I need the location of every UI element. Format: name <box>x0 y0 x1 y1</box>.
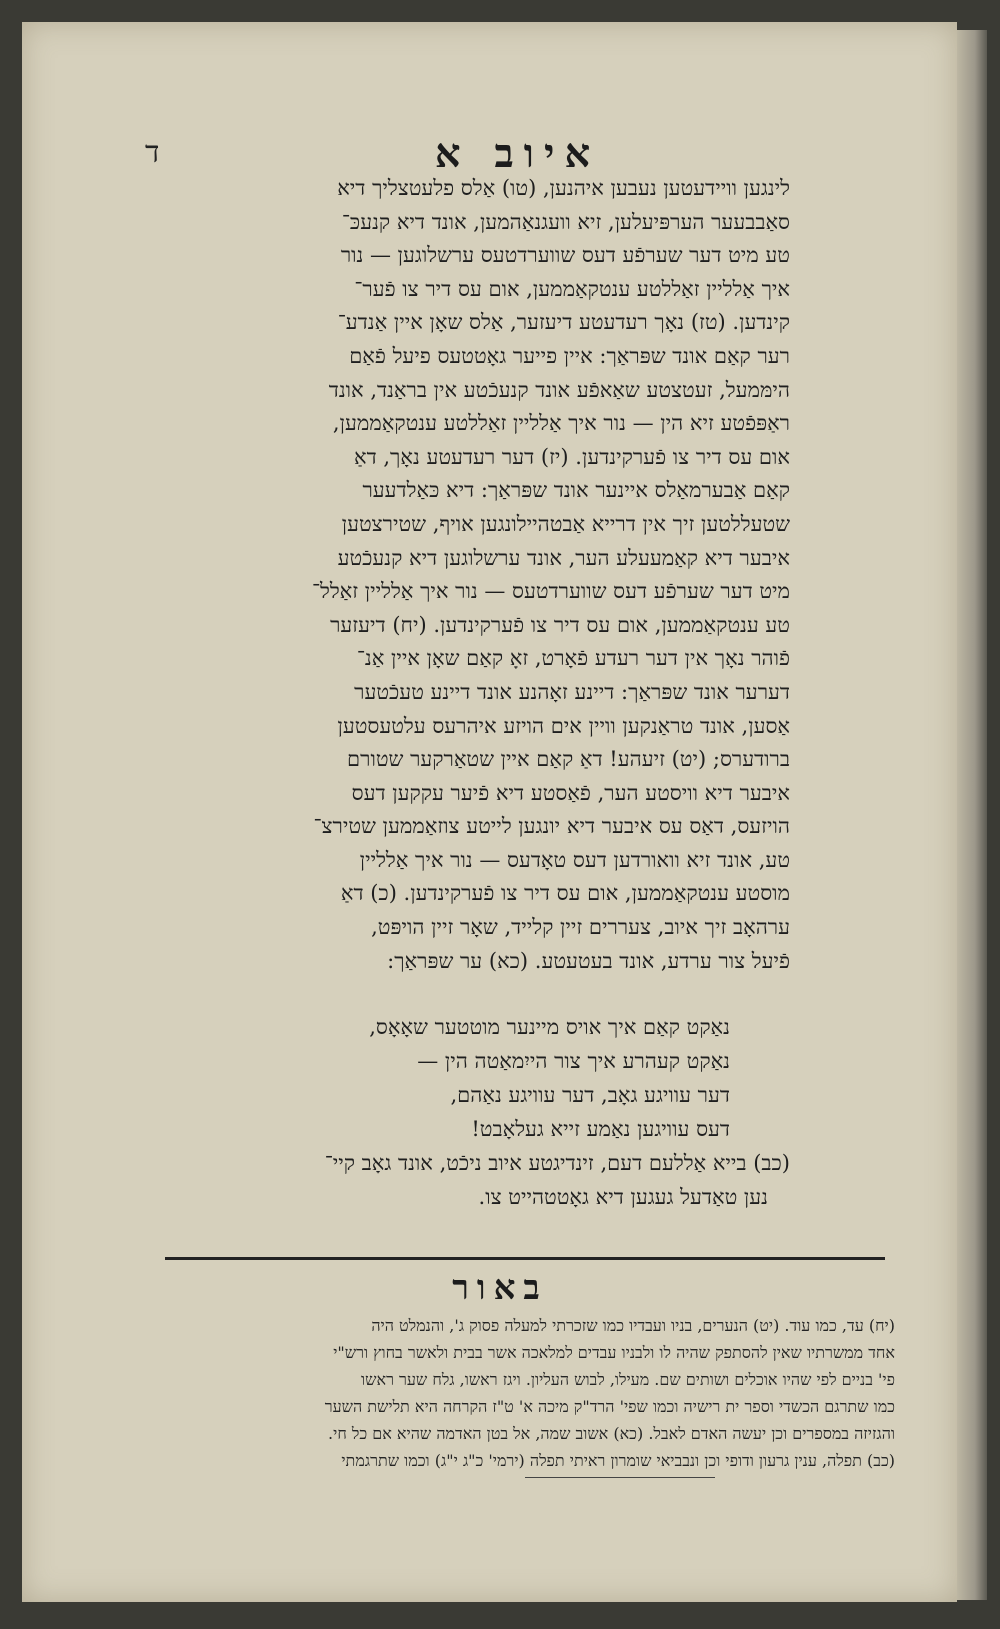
poem-line: דער עוויגע גאָב, דער עוויגע נאַהם, <box>450 1083 730 1107</box>
page-number-letter: ד <box>145 135 160 170</box>
bottom-divider <box>525 1477 715 1478</box>
commentary-line: (כב) תפלה, ענין גרעון ודופי וכן ונבביאי שומרון ראיתי תפלה (ירמי' כ"ג י"ג) וכמו שתרגמתי <box>341 1451 895 1470</box>
text-line: קינדען. (טז) נאָך רעדעטע דיעזער, אַלס שאָן איין אַנדע־ <box>337 310 790 335</box>
text-line: טע ענטקאַממען, אום עס דיר צו פֿערקינדען. (יח) דיעזער <box>330 612 790 637</box>
running-title: איוב א <box>434 130 601 177</box>
text-line: טע מיט דער שערפֿע דעס שווערדטעס ערשלוגען — נור <box>340 243 790 268</box>
text-line: ראַפּפֿטע זיא הין — נור איך אַלליין זאַללטע ענטקאַממען, <box>332 411 790 436</box>
poem-block <box>270 1010 790 1214</box>
commentary-line: כמו שתרגם הכשדי וספר ית רישיה וכמו שפי' הרד"ק מיכה א' ט"ז הקרחה היא תלישת השער <box>324 1397 895 1416</box>
text-line: פֿיעל צור ערדע, אונד בעטעטע. (כא) ער שפּראַך: <box>387 948 790 973</box>
text-line: שטעללטען זיך אין דרייא אַבטהיילונגען אויף, שטירצטען <box>341 511 790 536</box>
main-text <box>270 172 790 978</box>
text-line: הויזעס, דאַס עס איבער דיא יונגען לייטע צוזאַממען שטירצ־ <box>313 814 790 839</box>
text-line: טע, אונד זיא וואורדען דעס טאָדעס — נור איך אַלליין <box>359 847 790 872</box>
text-line: ערהאָב זיך איוב, צעררים זיין קלייד, שאָר זיין הויפּט, <box>371 915 790 940</box>
closing-line: (כב) בייא אַללעם דעם, זינדיגטע איוב ניכֿט, אונד גאָב קיי־ <box>324 1151 790 1175</box>
text-line: אום עס דיר צו פֿערקינדען. (יז) דער רעדעטע נאָך, דאַ <box>354 444 790 469</box>
text-line: הימּמעל, זעטצטע שאַאפֿע אונד קנעכֿטע אין בראַנד, אונד <box>328 377 790 402</box>
text-line: איך אַלליין זאַללטע ענטקאַממען, אום עס דיר צו פֿער־ <box>354 276 790 301</box>
text-line: רער קאַם אונד שפּראַך: איין פייער גאָטטעס פיעל פֿאַם <box>349 343 790 368</box>
text-line: אַסען, אונד טראַנקען וויין אים הויזע איהרעס עלטעסטען <box>337 713 790 738</box>
commentary-text <box>160 1312 895 1474</box>
poem-line: דעס עוויגען נאַמע זייא געלאָבט! <box>471 1117 730 1141</box>
text-line: איבער דיא וויסטע הער, פֿאַסטע דיא פֿיער עקקען דעס <box>351 780 790 805</box>
text-line: פֿוהר נאָך אין דער רעדע פֿאָרט, זאָ קאַם שאָן איין אַנ־ <box>356 646 790 671</box>
commentary-title: באור <box>452 1268 548 1308</box>
text-line: מיט דער שערפֿע דעס שווערדטעס — נור איך אַלליין זאַלל־ <box>311 579 790 604</box>
text-line: איבער דיא קאַמעעלע הער, אונד ערשלוגען דיא קנעכֿטע <box>337 545 790 570</box>
text-line: סאַבבעער הערפּיעלען, זיא וועגנאַהמען, אונד דיא קנעכּ־ <box>341 209 790 234</box>
book-spine-edge <box>957 30 987 1600</box>
commentary-line: אחד ממשרתיו שאין להסתפק שהיה לו ולבניו עבדים למלאכה אשר בבית ולאשר בחוץ ורש"י <box>333 1343 895 1362</box>
poem-line: נאַקט קאַם איך אויס מיינער מוטטער שאָאָס, <box>369 1015 730 1039</box>
text-line: מוסטע ענטקאַממען, אום עס דיר צו פֿערקינדען. (כ) דאַ <box>340 881 790 906</box>
commentary-line: פי' בניים לפי שהיו אוכלים ושותים שם. מעילו, לבוש העליון. ויגז ראשו, גלח שער ראשו <box>361 1370 895 1389</box>
closing-line: נען טאַדעל געגען דיא גאָטטהייט צו. <box>478 1185 768 1209</box>
commentary-line: והגזיזה במספרים וכן יעשה האדם לאבל. (כא) אשוב שמה, אל בטן האדמה שהיא אם כל חי. <box>328 1424 895 1443</box>
section-divider <box>165 1257 885 1260</box>
text-line: לינגען וויידעטען נעבען איהנען, (טו) אַלס פלעטצליך דיא <box>337 176 790 200</box>
text-line: קאַם אַבערמאַלס איינער אונד שפּראַך: דיא כּאַלדעער <box>362 478 790 503</box>
poem-line: נאַקט קעהרע איך צור הייִמאַטה הין — <box>417 1049 730 1073</box>
commentary-line: (יח) עד, כמו עוד. (יט) הנערים, בניו ועבדיו כמו שזכרתי למעלה פסוק ג', והנמלט היה <box>371 1316 895 1335</box>
text-line: ברודערס; (יט) זיעהע! דאַ קאַם איין שטאַרקער שטורם <box>347 747 790 772</box>
text-line: דערער אונד שפּראַך: דיינע זאָהנע אונד דיינע טעכֿטער <box>354 679 790 704</box>
